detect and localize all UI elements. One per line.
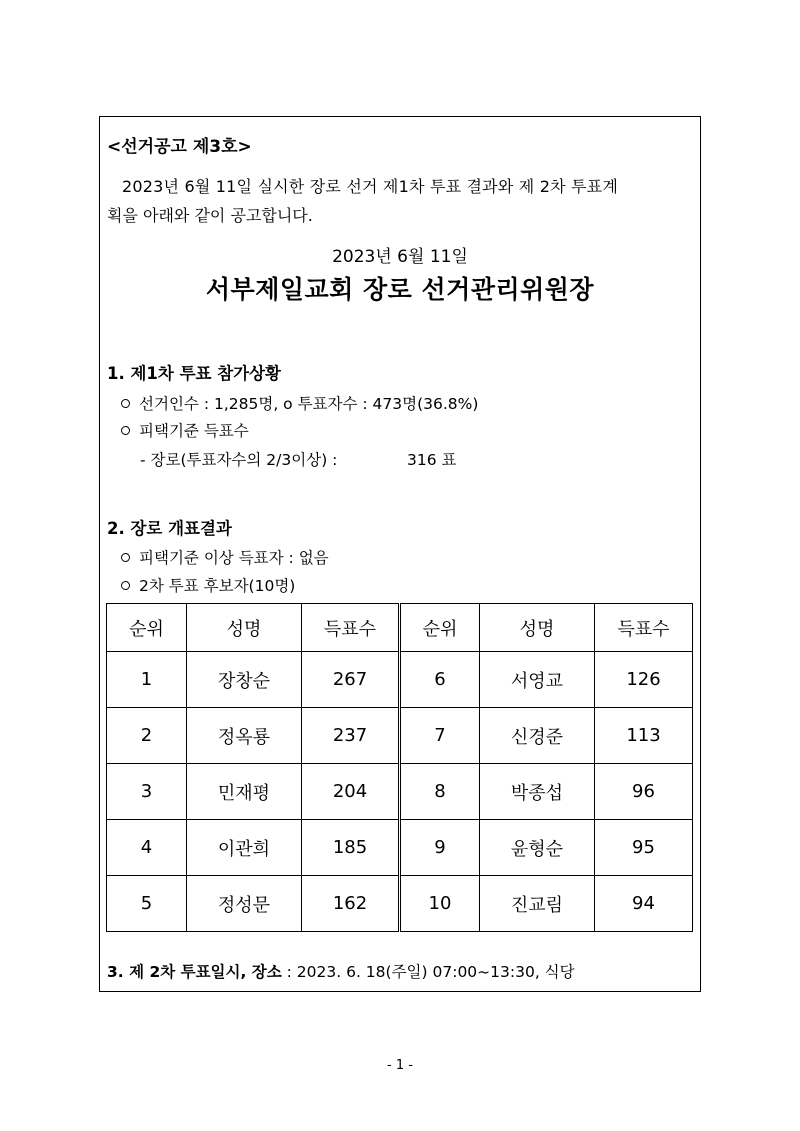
cell-votes: 237 — [302, 708, 400, 764]
cell-rank: 8 — [400, 764, 480, 820]
cell-name: 윤형순 — [480, 820, 595, 876]
cell-votes: 267 — [302, 652, 400, 708]
cell-rank: 9 — [400, 820, 480, 876]
section1-line1-text: 선거인수 : 1,285명, o 투표자수 : 473명(36.8%) — [139, 395, 479, 413]
cell-votes: 95 — [595, 820, 693, 876]
cell-votes: 204 — [302, 764, 400, 820]
header-votes: 득표수 — [302, 604, 400, 652]
notice-date: 2023년 6월 11일 — [332, 247, 468, 267]
section3-detail: : 2023. 6. 18(주일) 07:00~13:30, 식당 — [281, 963, 575, 981]
cell-rank: 4 — [107, 820, 187, 876]
bullet-icon — [121, 553, 130, 562]
cell-votes: 113 — [595, 708, 693, 764]
section2-line2-text: 2차 투표 후보자(10명) — [139, 577, 296, 595]
cell-name: 진교림 — [480, 876, 595, 932]
cell-rank: 1 — [107, 652, 187, 708]
page-number: - 1 - — [387, 1058, 413, 1073]
section3-heading: 3. 제 2차 투표일시, 장소 — [107, 963, 282, 981]
section1-line2-text: 피택기준 득표수 — [139, 422, 249, 440]
table-row — [107, 764, 693, 820]
cell-votes: 126 — [595, 652, 693, 708]
bullet-icon — [121, 426, 130, 435]
cell-name: 이관희 — [187, 820, 302, 876]
cell-votes: 162 — [302, 876, 400, 932]
header-rank: 순위 — [400, 604, 480, 652]
table-row — [107, 876, 693, 932]
section2-line1 — [121, 546, 329, 568]
cell-votes: 94 — [595, 876, 693, 932]
section1-line2 — [121, 419, 249, 441]
table-row — [107, 652, 693, 708]
table-header-row — [107, 604, 693, 652]
cell-name: 정성문 — [187, 876, 302, 932]
cell-rank: 2 — [107, 708, 187, 764]
intro-line-2: 획을 아래와 같이 공고합니다. — [107, 206, 313, 225]
header-name: 성명 — [480, 604, 595, 652]
cell-name: 장창순 — [187, 652, 302, 708]
section1-line1 — [121, 392, 478, 414]
cell-rank: 10 — [400, 876, 480, 932]
cell-name: 서영교 — [480, 652, 595, 708]
bullet-icon — [121, 581, 130, 590]
cell-rank: 6 — [400, 652, 480, 708]
notice-title: <선거공고 제3호> — [107, 137, 252, 157]
cell-votes: 185 — [302, 820, 400, 876]
section1-heading: 1. 제1차 투표 참가상황 — [107, 364, 281, 383]
section3-line — [107, 960, 575, 982]
cell-rank: 7 — [400, 708, 480, 764]
cell-name: 박종섭 — [480, 764, 595, 820]
header-votes: 득표수 — [595, 604, 693, 652]
section2-line1-text: 피택기준 이상 득표자 : 없음 — [139, 549, 329, 567]
table-row — [107, 708, 693, 764]
committee-name: 서부제일교회 장로 선거관리위원장 — [205, 275, 595, 304]
section2-line2 — [121, 574, 295, 596]
section2-heading: 2. 장로 개표결과 — [107, 519, 232, 538]
candidate-table — [106, 603, 693, 932]
cell-votes: 96 — [595, 764, 693, 820]
header-rank: 순위 — [107, 604, 187, 652]
cell-name: 신경준 — [480, 708, 595, 764]
bullet-icon — [121, 399, 130, 408]
cell-name: 정옥룡 — [187, 708, 302, 764]
table-row — [107, 820, 693, 876]
section1-line3: - 장로(투표자수의 2/3이상) : — [140, 451, 338, 469]
cell-rank: 3 — [107, 764, 187, 820]
header-name: 성명 — [187, 604, 302, 652]
section1-line3-value: 316 표 — [407, 451, 457, 469]
cell-name: 민재평 — [187, 764, 302, 820]
intro-line-1: 2023년 6월 11일 실시한 장로 선거 제1차 투표 결과와 제 2차 투표계 — [122, 177, 618, 196]
cell-rank: 5 — [107, 876, 187, 932]
